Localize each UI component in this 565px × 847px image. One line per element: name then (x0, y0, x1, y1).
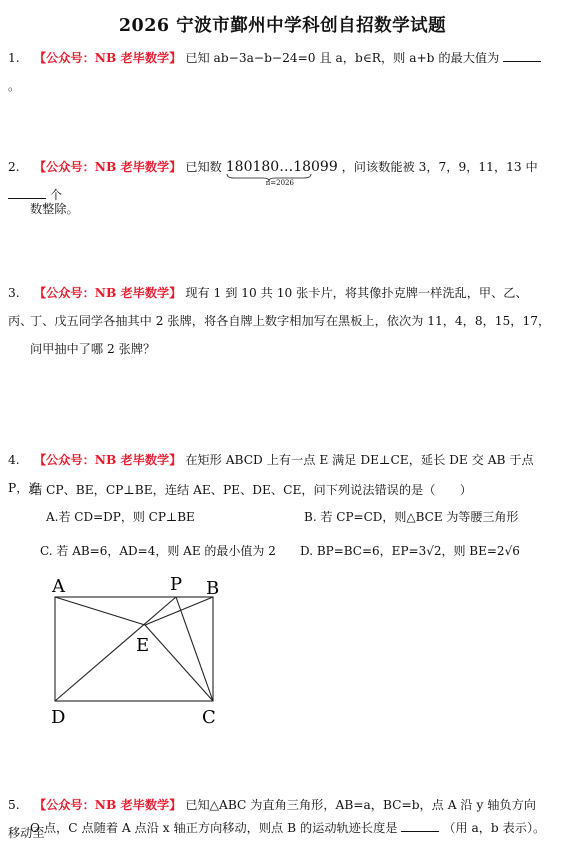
question-number: 4. (8, 453, 20, 467)
question-text: 现有 1 到 10 共 10 张卡片，将其像扑克牌一样洗乱，甲、乙、丙、 (8, 286, 528, 328)
segment-eb (145, 597, 213, 625)
question-text: 已知△ABC 为直角三角形，AB=a，BC=b，点 A 沿 y 轴负方向移动至 (8, 798, 536, 840)
answer-blank[interactable] (8, 186, 46, 199)
segment-pc (176, 597, 213, 701)
question-4-line2: 结 CP、BE，CP⊥BE，连结 AE、PE、DE、CE，问下列说法错误的是（ ） (30, 483, 472, 497)
label-c: C (202, 707, 216, 728)
option-c[interactable]: C. 若 AB=6，AD=4，则 AE 的最小值为 2 (40, 544, 276, 558)
page-title: 2026 宁波市鄞州中学科创自招数学试题 (118, 16, 447, 36)
question-text: 已知 ab−3a−b−24=0 且 a，b∈R，则 a+b 的最大值为 (185, 51, 500, 65)
wechat-tag: 【公众号：NB 老毕数学】 (33, 286, 182, 300)
question-2 (8, 153, 548, 209)
label-b: B (206, 578, 220, 599)
geometry-figure (40, 570, 280, 730)
label-e: E (136, 635, 150, 656)
question-end: 个 (49, 188, 63, 202)
answer-blank[interactable] (401, 819, 439, 832)
option-d[interactable]: D. BP=BC=6，EP=3√2，则 BE=2√6 (300, 544, 520, 558)
question-5-line2 (30, 819, 545, 836)
label-p: P (170, 574, 183, 595)
question-number: 2. (8, 160, 20, 174)
wechat-tag: 【公众号：NB 老毕数学】 (33, 160, 182, 174)
segment-ae (55, 597, 145, 625)
question-text: 在矩形 ABCD 上有一点 E 满足 DE⊥CE，延长 DE 交 AB 于点 P，连 (8, 453, 534, 495)
question-text: O 点，C 点随着 A 点沿 x 轴正方向移动，则点 B 的运动轨迹长度是 (30, 821, 398, 835)
brace-label: n=2026 (265, 179, 294, 187)
question-number: 1. (8, 51, 20, 65)
answer-blank[interactable] (503, 49, 541, 62)
question-number: 5. (8, 798, 20, 812)
question-2-line2: 数整除。 (30, 202, 79, 216)
question-1 (8, 44, 548, 100)
option-a[interactable]: A.若 CD=DP，则 CP⊥BE (46, 510, 195, 524)
digit-number: 180180…18099 (225, 159, 338, 175)
segment-ec (145, 625, 213, 701)
question-number: 3. (8, 286, 20, 300)
segment-dp (55, 597, 176, 701)
question-end: （用 a，b 表示）。 (443, 821, 546, 835)
question-end: 。 (8, 79, 21, 93)
label-d: D (51, 707, 66, 728)
question-text: 已知数 (185, 160, 222, 174)
wechat-tag: 【公众号：NB 老毕数学】 (33, 51, 182, 65)
wechat-tag: 【公众号：NB 老毕数学】 (33, 798, 182, 812)
rectangle-abcd (55, 597, 213, 701)
option-b[interactable]: B. 若 CP=CD，则△BCE 为等腰三角形 (304, 510, 519, 524)
question-3-line2: 丁、戊五同学各抽其中 2 张牌，将各自牌上数字相加写在黑板上，依次为 11，4，8，15，17， (30, 314, 551, 328)
wechat-tag: 【公众号：NB 老毕数学】 (33, 453, 182, 467)
digit-string (225, 153, 338, 187)
label-a: A (52, 576, 65, 597)
question-3-line3: 问甲抽中了哪 2 张牌？ (30, 342, 156, 356)
question-text-mid: ，问该数能被 3，7，9，11，13 中 (341, 160, 538, 174)
